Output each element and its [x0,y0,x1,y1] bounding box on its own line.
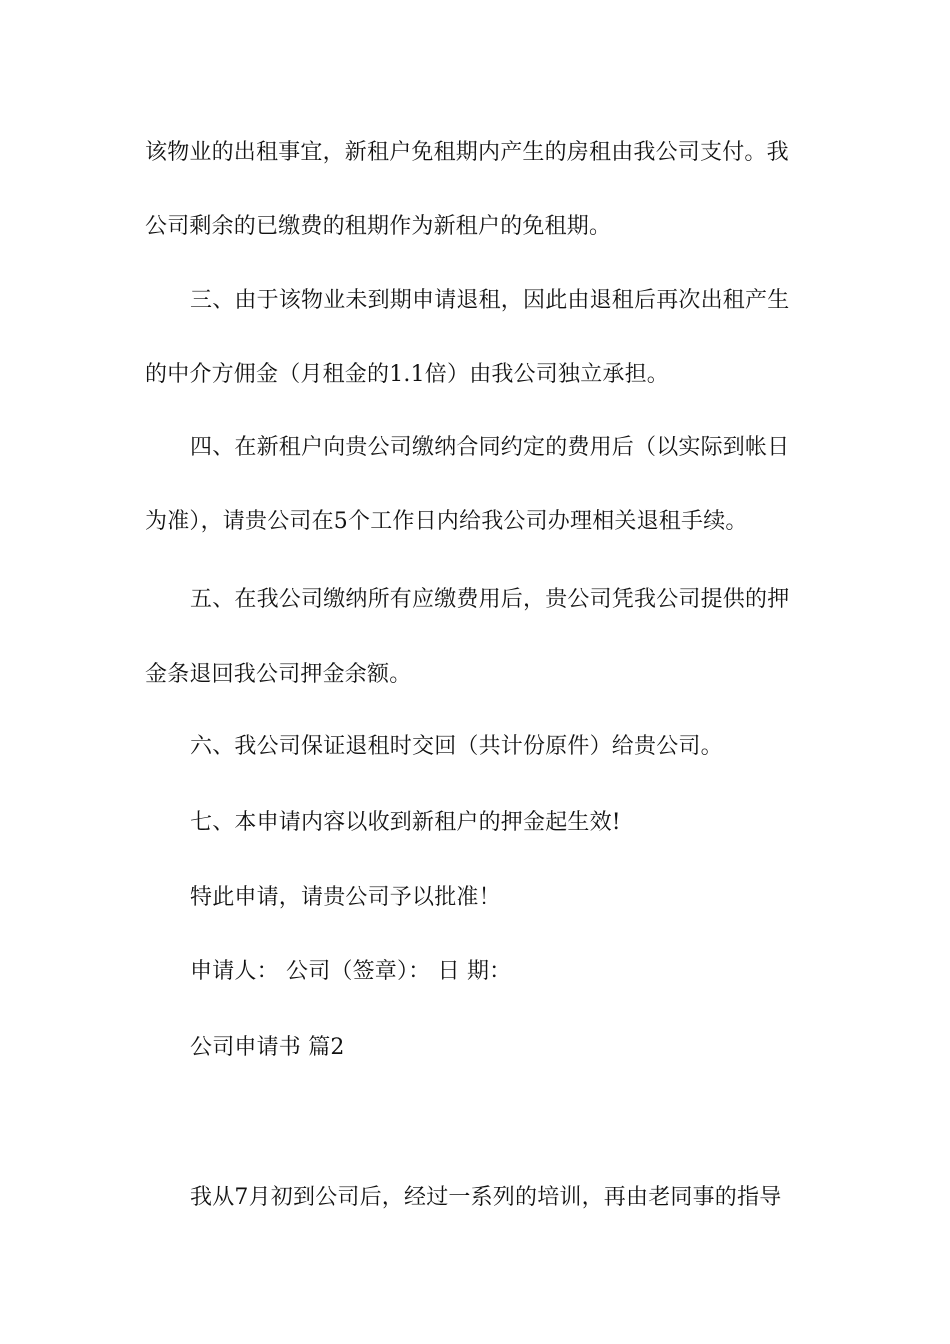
paragraph-line: 的中介方佣金（月租金的1.1倍）由我公司独立承担。 [145,362,669,387]
paragraph-line: 六、我公司保证退租时交回（共计份原件）给贵公司。 [190,734,723,759]
paragraph-line: 三、由于该物业未到期申请退租，因此由退租后再次出租产生 [190,288,790,313]
paragraph-line: 我从7月初到公司后，经过一系列的培训，再由老同事的指导 [190,1185,782,1210]
paragraph-line: 四、在新租户向贵公司缴纳合同约定的费用后（以实际到帐日 [190,435,790,460]
paragraph-line: 公司剩余的已缴费的租期作为新租户的免租期。 [145,214,612,239]
paragraph-line: 七、本申请内容以收到新租户的押金起生效! [190,810,621,835]
paragraph-line: 五、在我公司缴纳所有应缴费用后，贵公司凭我公司提供的押 [190,587,790,612]
paragraph-line: 金条退回我公司押金余额。 [145,662,412,687]
section-title: 公司申请书 篇2 [190,1035,345,1060]
paragraph-line: 为准），请贵公司在5个工作日内给我公司办理相关退租手续。 [145,509,748,534]
signature-line: 申请人： 公司（签章）： 日 期： [190,959,512,984]
closing-line: 特此申请，请贵公司予以批准！ [190,885,501,910]
paragraph-line: 该物业的出租事宜，新租户免租期内产生的房租由我公司支付。我 [145,140,789,165]
